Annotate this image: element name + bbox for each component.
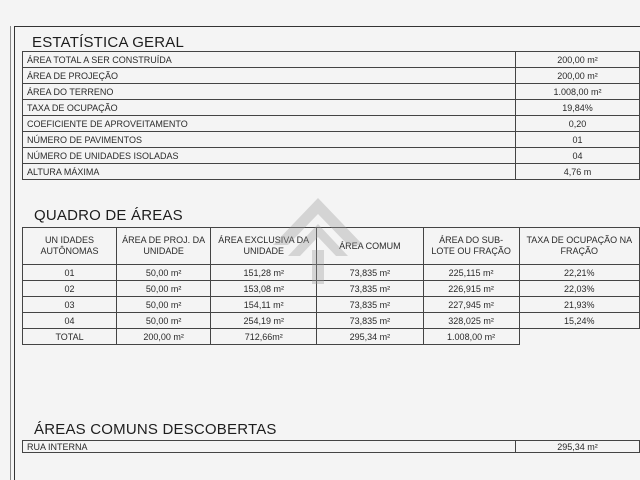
stats-value: 200,00 m²: [516, 52, 640, 68]
areas-cell: 254,19 m²: [211, 313, 317, 329]
areas-cell: 01: [23, 265, 117, 281]
areas-header-cell: ÁREA COMUM: [317, 228, 423, 265]
areas-header-cell: TAXA DE OCUPAÇÃO NA FRAÇÃO: [519, 228, 639, 265]
frame-left-border: [14, 26, 15, 480]
areas-header-cell: UN IDADES AUTÔNOMAS: [23, 228, 117, 265]
stats-label: COEFICIENTE DE APROVEITAMENTO: [23, 116, 516, 132]
areas-cell: 226,915 m²: [423, 281, 519, 297]
common-row: [23, 441, 640, 453]
areas-total-cell: 1.008,00 m²: [423, 329, 519, 345]
areas-cell: 154,11 m²: [211, 297, 317, 313]
areas-total-cell: TOTAL: [23, 329, 117, 345]
areas-cell: 15,24%: [519, 313, 639, 329]
areas-cell: 22,03%: [519, 281, 639, 297]
stats-row: [23, 100, 640, 116]
areas-cell: 73,835 m²: [317, 281, 423, 297]
areas-cell: 21,93%: [519, 297, 639, 313]
stats-label: NÚMERO DE PAVIMENTOS: [23, 132, 516, 148]
stats-row: [23, 68, 640, 84]
stats-value: 01: [516, 132, 640, 148]
areas-cell: 04: [23, 313, 117, 329]
stats-label: NÚMERO DE UNIDADES ISOLADAS: [23, 148, 516, 164]
stats-row: [23, 116, 640, 132]
areas-cell: 03: [23, 297, 117, 313]
common-value: 295,34 m²: [516, 441, 640, 453]
common-title: ÁREAS COMUNS DESCOBERTAS: [34, 421, 277, 438]
stats-value: 4,76 m: [516, 164, 640, 180]
areas-header-cell: ÁREA DE PROJ. DA UNIDADE: [117, 228, 211, 265]
areas-cell: 50,00 m²: [117, 297, 211, 313]
areas-header-cell: ÁREA DO SUB-LOTE OU FRAÇÃO: [423, 228, 519, 265]
stats-row: [23, 148, 640, 164]
stats-label: ALTURA MÁXIMA: [23, 164, 516, 180]
areas-cell: 328,025 m²: [423, 313, 519, 329]
areas-title: QUADRO DE ÁREAS: [34, 207, 183, 224]
stats-label: ÁREA TOTAL A SER CONSTRUÍDA: [23, 52, 516, 68]
common-table: [22, 440, 640, 453]
areas-cell: 153,08 m²: [211, 281, 317, 297]
stats-row: [23, 164, 640, 180]
areas-cell: 73,835 m²: [317, 265, 423, 281]
stats-value: 200,00 m²: [516, 68, 640, 84]
stats-title: ESTATÍSTICA GERAL: [32, 34, 185, 51]
areas-total-row: [23, 329, 640, 345]
stats-row: [23, 84, 640, 100]
areas-unit-row: [23, 313, 640, 329]
areas-cell: 225,115 m²: [423, 265, 519, 281]
areas-total-cell: 295,34 m²: [317, 329, 423, 345]
stats-value: 19,84%: [516, 100, 640, 116]
stats-value: 1.008,00 m²: [516, 84, 640, 100]
areas-cell: 50,00 m²: [117, 313, 211, 329]
frame-top-border: [14, 26, 640, 27]
stats-label: TAXA DE OCUPAÇÃO: [23, 100, 516, 116]
areas-cell: 50,00 m²: [117, 265, 211, 281]
areas-header-cell: ÁREA EXCLUSIVA DA UNIDADE: [211, 228, 317, 265]
areas-total-empty: [519, 329, 639, 345]
areas-cell: 151,28 m²: [211, 265, 317, 281]
areas-cell: 227,945 m²: [423, 297, 519, 313]
stats-value: 0,20: [516, 116, 640, 132]
areas-cell: 22,21%: [519, 265, 639, 281]
areas-cell: 73,835 m²: [317, 313, 423, 329]
watermark-logo: [268, 190, 368, 300]
stats-label: ÁREA DO TERRENO: [23, 84, 516, 100]
areas-cell: 73,835 m²: [317, 297, 423, 313]
frame-outer-line: [10, 26, 11, 480]
areas-total-cell: 712,66m²: [211, 329, 317, 345]
areas-total-cell: 200,00 m²: [117, 329, 211, 345]
stats-row: [23, 52, 640, 68]
areas-cell: 02: [23, 281, 117, 297]
stats-row: [23, 132, 640, 148]
stats-label: ÁREA DE PROJEÇÃO: [23, 68, 516, 84]
stats-value: 04: [516, 148, 640, 164]
common-label: RUA INTERNA: [23, 441, 516, 453]
areas-cell: 50,00 m²: [117, 281, 211, 297]
stats-table: [22, 51, 640, 180]
